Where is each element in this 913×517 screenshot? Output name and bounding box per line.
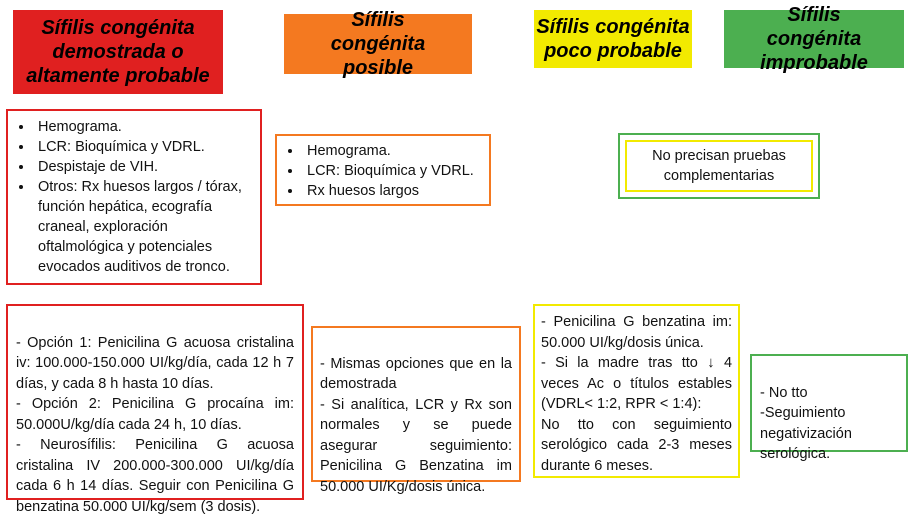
tratamiento-poco-probable-line2 [541, 353, 732, 415]
header-posible-text: Sífilis congénita posible [330, 9, 426, 79]
tratamiento-posible-text: - Mismas opciones que en la demostrada - Si analítica, LCR y Rx son normales y se puede asegurar seguimiento: Penicilina G Benzatina im 50.000 UI/Kg/dosis única. [320, 355, 512, 495]
pruebas-item: • Rx huesos largos [303, 181, 483, 201]
pruebas-posible-box [275, 134, 491, 206]
tratamiento-poco-probable-line2-post: 4 veces Ac o títulos estables (VDRL< 1:2, RPR < 1:4): [541, 355, 733, 412]
pruebas-item: • LCR: Bioquímica y VDRL. [303, 161, 483, 181]
header-poco-probable-text: Sífilis congénita poco probable [536, 16, 690, 62]
pruebas-item: • Hemograma. [34, 117, 252, 137]
pruebas-item: • Despistaje de VIH. [34, 157, 252, 177]
header-demostrada [13, 10, 223, 94]
pruebas-improbable-box [618, 133, 820, 199]
tratamiento-demostrada-text: - Opción 1: Penicilina G acuosa cristalina iv: 100.000-150.000 UI/kg/día, cada 12 h 7 días, y cada 8 h hasta 10 días. - Opción 2: Penicilina G procaína im: 50.000U/kg/día cada 24 h, 10 días. - Neurosífilis: Penicilina G acuosa cristalina IV 200.000-300.000 UI/kg/día cada 6 h 14 días. Seguir con Penicilina G benzatina 50.000 UI/kg/sem (3 dosis). [16, 334, 294, 515]
tratamiento-poco-probable-line2-pre: - Si la madre tras tto [541, 355, 698, 371]
tratamiento-improbable-text: - No tto -Seguimiento negativización serológica. [760, 384, 852, 462]
tratamiento-poco-probable-line3: No tto con seguimiento serológico cada 2-3 meses durante 6 meses. [541, 416, 732, 474]
down-arrow-icon: ↓ [707, 354, 715, 371]
pruebas-item: • LCR: Bioquímica y VDRL. [34, 137, 252, 157]
pruebas-item: • Hemograma. [303, 141, 483, 161]
header-poco-probable [534, 10, 692, 68]
tratamiento-improbable-box [750, 354, 908, 462]
tratamiento-demostrada-box [6, 304, 304, 515]
header-improbable [724, 4, 904, 74]
header-improbable-text: Sífilis congénita improbable [760, 4, 868, 74]
tratamiento-poco-probable-box [533, 304, 740, 478]
header-demostrada-text: Sífilis congénita demostrada o altamente probable [26, 17, 210, 87]
pruebas-demostrada-box [6, 109, 262, 285]
tratamiento-posible-box [311, 326, 521, 495]
pruebas-improbable-text: No precisan pruebas complementarias [652, 148, 786, 184]
tratamiento-poco-probable-line1: - Penicilina G benzatina im: 50.000 UI/kg/dosis única. [541, 314, 732, 351]
header-posible [284, 9, 472, 79]
pruebas-improbable-inner [625, 140, 813, 192]
pruebas-item: • Otros: Rx huesos largos / tórax, función hepática, ecografía craneal, exploración oftalmológica y potenciales evocados auditivos de tronco. [34, 177, 252, 277]
